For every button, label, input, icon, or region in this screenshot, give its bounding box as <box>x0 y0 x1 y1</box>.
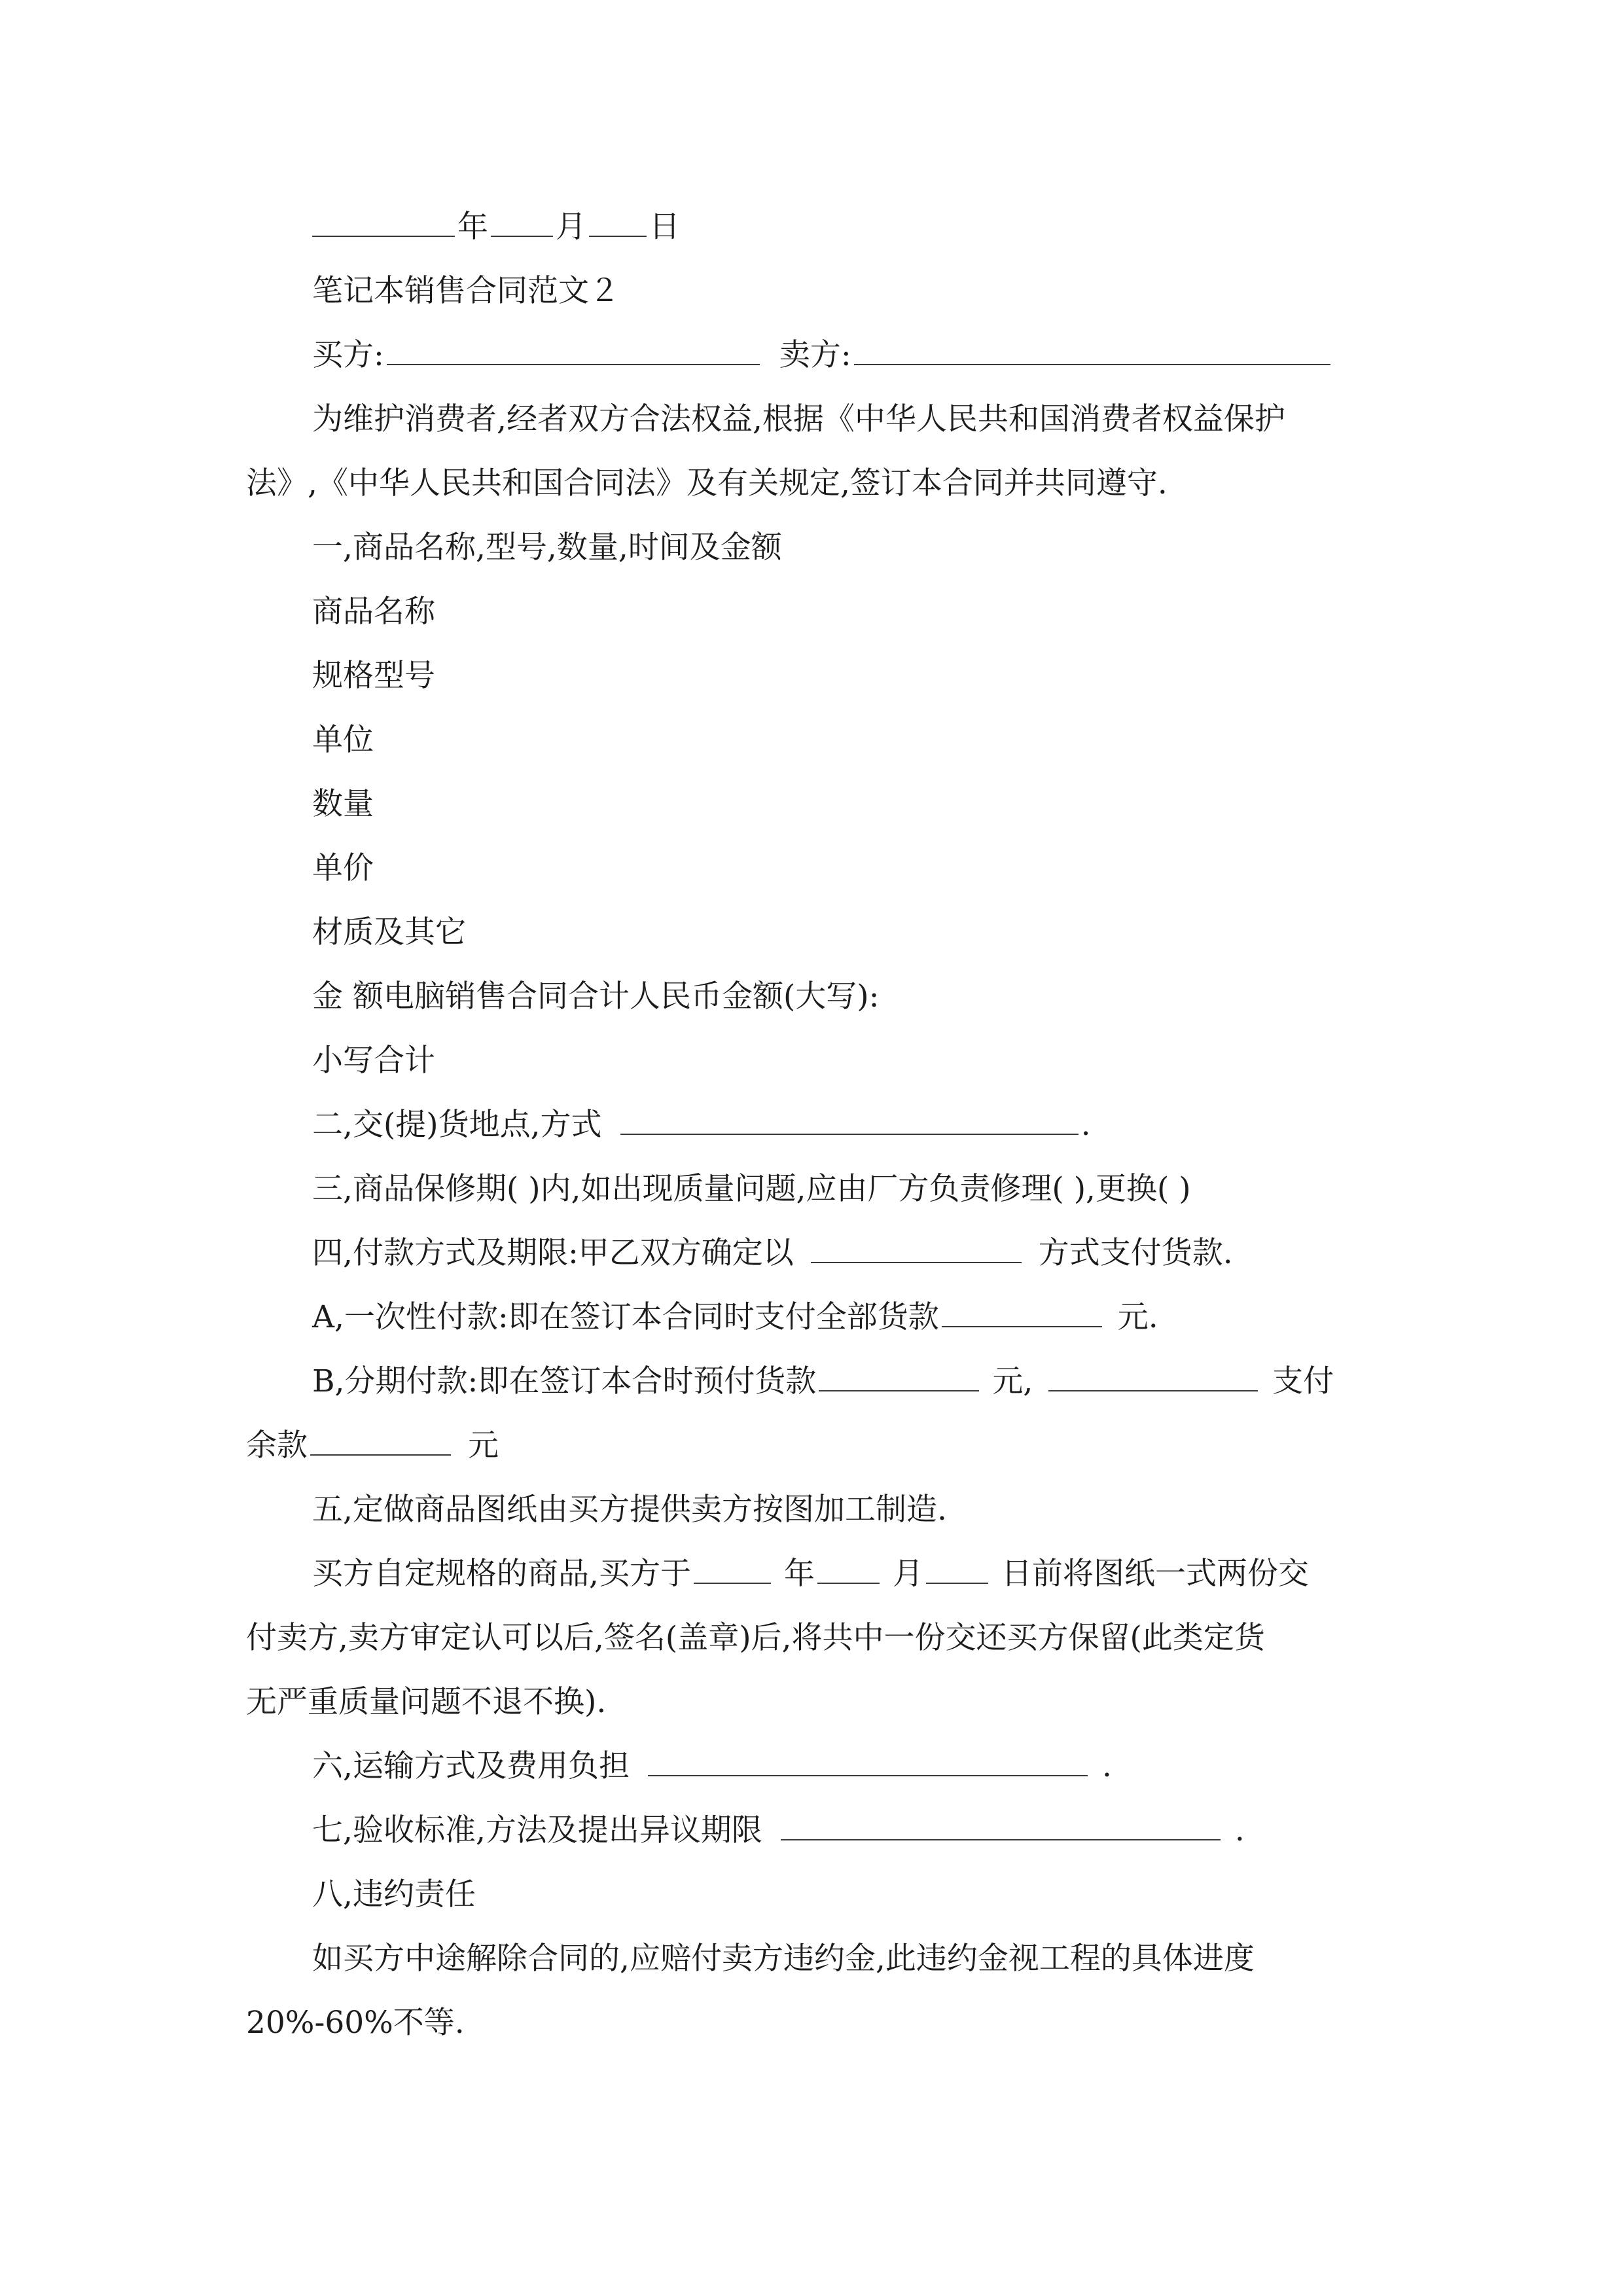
option-b-mid: 元, <box>992 1363 1033 1399</box>
date-year-label: 年 <box>457 209 488 245</box>
section3-line: 三,商品保修期( )内,如出现质量问题,应由厂方负责修理( ),更换( ) <box>312 1171 1191 1207</box>
preamble-line-2: 法》,《中华人民共和国合同法》及有关规定,签订本合同并共同遵守. <box>246 465 1168 501</box>
section6-text: 六,运输方式及费用负担 <box>312 1748 630 1784</box>
date-day-label: 日 <box>649 209 680 245</box>
section5-line-3: 无严重质量问题不退不换). <box>246 1684 607 1720</box>
parties-line <box>0 323 1623 387</box>
section2-line <box>0 1093 1623 1157</box>
field-unit: 单位 <box>312 722 374 758</box>
blank-payment-method <box>811 1224 1022 1263</box>
section2-end: . <box>1080 1107 1091 1143</box>
amount-line: 金 额电脑销售合同合计人民币金额(大写): <box>312 978 880 1014</box>
blank-buyer <box>387 326 760 365</box>
section1-heading: 一,商品名称,型号,数量,时间及金额 <box>312 529 782 565</box>
blank-drawing-month <box>817 1545 880 1584</box>
blank-delivery <box>620 1096 1079 1135</box>
subtotal-line: 小写合计 <box>312 1043 435 1079</box>
section2-text: 二,交(提)货地点,方式 <box>312 1107 602 1143</box>
field-quantity: 数量 <box>312 786 374 822</box>
option-b-line-2 <box>0 1414 1623 1478</box>
blank-transport <box>648 1737 1088 1776</box>
date-line <box>0 195 1623 259</box>
section5-line-1 <box>0 1542 1623 1606</box>
field-material-other: 材质及其它 <box>312 914 466 950</box>
blank-prepayment <box>819 1352 979 1391</box>
section4-text-a: 四,付款方式及期限:甲乙双方确定以 <box>312 1235 794 1271</box>
section4-line <box>0 1221 1623 1285</box>
blank-full-payment <box>942 1288 1102 1327</box>
option-a-line <box>0 1285 1623 1350</box>
section7-text: 七,验收标准,方法及提出异议期限 <box>312 1812 762 1848</box>
document-title: 笔记本销售合同范文２ <box>312 273 620 309</box>
section5-line-2: 付卖方,卖方审定认可以后,签名(盖章)后,将共中一份交还买方保留(此类定货 <box>246 1620 1265 1656</box>
section5-day: 日前将图纸一式两份交 <box>1001 1556 1309 1592</box>
option-a-text: A,一次性付款:即在签订本合同时支付全部货款 <box>312 1299 939 1335</box>
section7-end: . <box>1234 1812 1245 1848</box>
blank-month <box>491 198 553 237</box>
blank-seller <box>854 326 1330 365</box>
option-b-line2: 余款 <box>246 1427 308 1463</box>
blank-drawing-day <box>926 1545 988 1584</box>
section4-text-b: 方式支付货款. <box>1038 1235 1233 1271</box>
field-product-name: 商品名称 <box>312 594 435 630</box>
field-unit-price: 单价 <box>312 850 374 886</box>
section5-month: 月 <box>892 1556 923 1592</box>
blank-balance <box>310 1416 451 1456</box>
preamble-line-1: 为维护消费者,经者双方合法权益,根据《中华人民共和国消费者权益保护 <box>312 401 1285 437</box>
section5-heading: 五,定做商品图纸由买方提供卖方按图加工制造. <box>312 1492 947 1528</box>
section8-line-1: 如买方中途解除合同的,应赔付卖方违约金,此违约金视工程的具体进度 <box>312 1941 1255 1977</box>
blank-day <box>589 198 647 237</box>
section8-heading: 八,违约责任 <box>312 1876 476 1912</box>
option-b-text: B,分期付款:即在签订本合时预付货款 <box>312 1363 817 1399</box>
blank-year <box>312 198 455 237</box>
section6-end: . <box>1101 1748 1112 1784</box>
section5-year: 年 <box>783 1556 815 1592</box>
blank-drawing-year <box>694 1545 771 1584</box>
blank-acceptance <box>781 1801 1221 1840</box>
section5-start: 买方自定规格的商品,买方于 <box>312 1556 691 1592</box>
date-month-label: 月 <box>556 209 586 245</box>
blank-installment-term <box>1048 1352 1258 1391</box>
buyer-label: 买方: <box>312 337 384 373</box>
seller-label: 卖方: <box>779 337 851 373</box>
section8-line-2: 20%-60%不等. <box>246 2005 465 2041</box>
section7-line <box>0 1799 1623 1863</box>
option-b-tail: 支付 <box>1272 1363 1334 1399</box>
section6-line <box>0 1734 1623 1799</box>
option-b-end: 元 <box>468 1427 499 1463</box>
option-a-end: 元. <box>1117 1299 1158 1335</box>
option-b-line-1 <box>0 1350 1623 1414</box>
field-spec-model: 规格型号 <box>312 658 435 694</box>
